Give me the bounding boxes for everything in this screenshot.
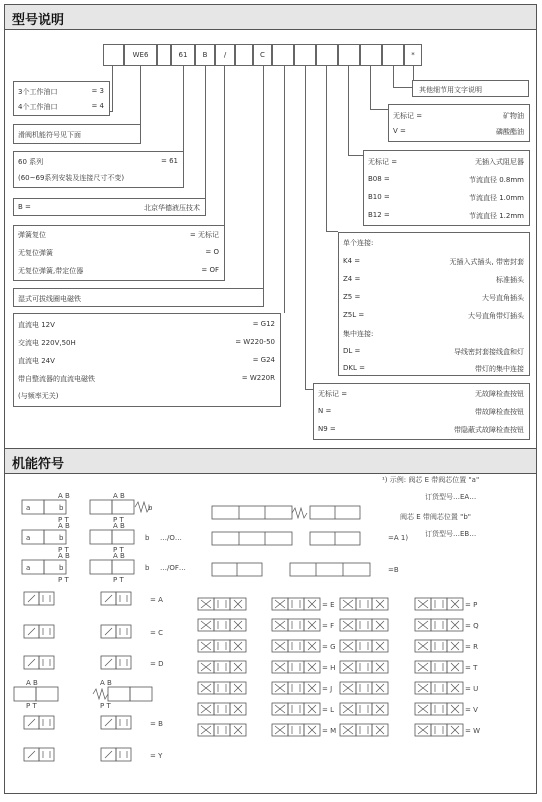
code-e-label: = E xyxy=(322,601,335,609)
damper-label: B08 = xyxy=(368,175,390,183)
a1-label: =A 1) xyxy=(388,534,409,542)
fault-value: 无故障检查按钮 xyxy=(475,390,524,398)
code-b-label: = B xyxy=(150,720,163,728)
port-ab-label: A B xyxy=(113,492,125,500)
port-ab-label: A B xyxy=(58,492,70,500)
code-h-label: = H xyxy=(322,664,336,672)
connection-value: 带灯的集中连接 xyxy=(475,365,524,373)
voltage-label: 带自整流器的直流电磁铁 xyxy=(18,375,95,383)
code-cell-blank xyxy=(157,44,171,66)
b-center-label: =B xyxy=(388,566,399,574)
valve-symbol xyxy=(93,679,152,710)
connection-label: DKL = xyxy=(343,364,365,372)
series-sub: (60~69系列安装及连接尺寸不变) xyxy=(18,174,125,182)
code-cell-star: * xyxy=(404,44,422,66)
pos-a-label: a xyxy=(26,534,31,542)
brand-box xyxy=(13,198,206,216)
symbol-note-box xyxy=(13,124,141,144)
spring-label: 弹簧复位 xyxy=(18,231,46,239)
ports-3-value: = 3 xyxy=(91,87,104,95)
code-cell-blank xyxy=(338,44,360,66)
code-l-label: = L xyxy=(322,706,334,714)
spring-label: 无复位弹簧 xyxy=(18,249,53,257)
code-m-label: = M xyxy=(322,727,337,735)
code-cell-b: B xyxy=(195,44,215,66)
port-ab-label: A B xyxy=(26,679,38,687)
port-ab-label: A B xyxy=(58,522,70,530)
code-a-label: = A xyxy=(150,596,163,604)
brand-value: 北京华德液压技术 xyxy=(144,204,200,212)
connection-central-title: 集中连接: xyxy=(343,330,374,338)
damper-label: B12 = xyxy=(368,211,390,219)
function-section-title: 机能符号 xyxy=(12,457,65,472)
voltage-box xyxy=(13,313,281,407)
port-pt-label: P T xyxy=(113,516,124,524)
code-cell-slash: / xyxy=(215,44,235,66)
code-r-label: = R xyxy=(465,643,478,651)
code-v-label: = V xyxy=(465,706,478,714)
code-q-label: = Q xyxy=(465,622,479,630)
code-cell-c: C xyxy=(253,44,272,66)
damper-value: 节流直径 1.2mm xyxy=(469,212,524,220)
code-cell-blank xyxy=(360,44,382,66)
valve-symbol xyxy=(14,679,58,710)
damper-label: B10 = xyxy=(368,193,390,201)
voltage-value: = G12 xyxy=(252,320,275,328)
damper-box xyxy=(363,150,530,226)
code-y-label: = Y xyxy=(150,752,163,760)
connection-box xyxy=(338,232,530,376)
pos-b-label: b xyxy=(148,504,153,512)
code-cell-we6: WE6 xyxy=(124,44,157,66)
port-pt-label: P T xyxy=(58,546,69,554)
port-pt-label: P T xyxy=(58,516,69,524)
ports-box xyxy=(13,81,110,116)
connection-single-title: 单个连接: xyxy=(343,239,374,247)
pos-b-label: b xyxy=(145,534,150,542)
example-note-line2: 订货型号…EA… xyxy=(425,493,477,501)
spring-value: = OF xyxy=(201,266,219,274)
code-f-label: = F xyxy=(322,622,335,630)
voltage-value: = W220R xyxy=(241,374,275,382)
code-cell-blank xyxy=(316,44,338,66)
fault-label: N9 = xyxy=(318,425,336,433)
code-cell-blank xyxy=(103,44,124,66)
voltage-label: 交流电 220V,50H xyxy=(18,339,76,347)
port-ab-label: A B xyxy=(100,679,112,687)
dots-of-label: …/OF… xyxy=(160,564,186,572)
valve-symbol xyxy=(90,492,153,524)
voltage-label: 直流电 24V xyxy=(18,357,55,365)
port-pt-label: P T xyxy=(26,702,37,710)
damper-value: 节流直径 0.8mm xyxy=(469,176,524,184)
seal-box xyxy=(388,104,530,142)
other-text: 其他细节用文字说明 xyxy=(419,86,482,94)
function-symbols-diagram xyxy=(0,472,542,802)
code-cell-series: 61 xyxy=(171,44,195,66)
port-ab-label: A B xyxy=(113,522,125,530)
solenoid-type-box xyxy=(13,288,264,307)
connection-label: DL = xyxy=(343,347,361,355)
voltage-sub: (与频率无关) xyxy=(18,392,59,400)
code-t-label: = T xyxy=(465,664,478,672)
code-cell-blank xyxy=(382,44,404,66)
port-pt-label: P T xyxy=(58,576,69,584)
connection-value: 大号直角插头 xyxy=(482,294,524,302)
connection-value: 标准插头 xyxy=(496,276,524,284)
valve-symbol xyxy=(90,552,186,584)
series-label: 60 系列 xyxy=(18,158,44,166)
pos-b-label: b xyxy=(59,564,64,572)
valve-symbol xyxy=(212,506,360,519)
spring-box xyxy=(13,225,225,281)
example-note-line3: 阀芯 E 带阀芯位置 "b" xyxy=(400,513,471,521)
valve-symbol xyxy=(22,552,70,584)
code-c-label: = C xyxy=(150,629,163,637)
seal-label: V = xyxy=(393,127,406,135)
port-ab-label: A B xyxy=(113,552,125,560)
series-value: = 61 xyxy=(161,157,178,165)
code-cell-blank xyxy=(272,44,294,66)
seal-label: 无标记 = xyxy=(393,112,423,120)
spring-value: = O xyxy=(205,248,219,256)
valve-symbol xyxy=(212,532,360,545)
port-pt-label: P T xyxy=(100,702,111,710)
function-section-header xyxy=(5,448,536,474)
model-section-header xyxy=(5,5,536,30)
example-note-line1: ¹) 示例: 阀芯 E 带阀芯位置 "a" xyxy=(382,476,480,484)
code-cell-blank xyxy=(294,44,316,66)
ports-4-value: = 4 xyxy=(91,102,104,110)
connection-value: 无插入式插头, 带密封套 xyxy=(449,258,524,266)
connection-label: Z5 = xyxy=(343,293,361,301)
example-note-line4: 订货型号…EB… xyxy=(425,530,477,538)
series-box xyxy=(13,151,184,188)
voltage-label: 直流电 12V xyxy=(18,321,55,329)
valve-symbol xyxy=(212,563,370,576)
connection-value: 大号直角带灯插头 xyxy=(468,312,524,320)
fault-label: 无标记 = xyxy=(318,390,348,398)
fault-label: N = xyxy=(318,407,332,415)
model-section-title: 型号说明 xyxy=(12,13,65,28)
symbol-note-text: 滑阀机能符号见下面 xyxy=(18,131,81,139)
seal-value: 矿物油 xyxy=(503,112,524,120)
solenoid-type-text: 湿式可拔线圈电磁铁 xyxy=(18,295,81,303)
connection-label: K4 = xyxy=(343,257,361,265)
connection-label: Z4 = xyxy=(343,275,361,283)
ports-3-label: 3个工作油口 xyxy=(18,88,58,96)
port-ab-label: A B xyxy=(58,552,70,560)
pos-b-label: b xyxy=(59,534,64,542)
damper-value: 节流直径 1.0mm xyxy=(469,194,524,202)
dots-o-label: …/O… xyxy=(160,534,182,542)
valve-symbol xyxy=(22,522,70,554)
damper-label: 无标记 = xyxy=(368,158,398,166)
pos-b-label: b xyxy=(145,564,150,572)
port-pt-label: P T xyxy=(113,576,124,584)
connection-label: Z5L = xyxy=(343,311,365,319)
code-cell-blank xyxy=(235,44,253,66)
fault-value: 带故障检查按钮 xyxy=(475,408,524,416)
pos-a-label: a xyxy=(26,504,31,512)
spring-label: 无复位弹簧,带定位器 xyxy=(18,267,84,275)
code-p-label: = P xyxy=(465,601,478,609)
pos-a-label: a xyxy=(26,564,31,572)
brand-label: B = xyxy=(18,203,31,211)
connection-value: 导线密封套接线盒和灯 xyxy=(454,348,524,356)
other-box xyxy=(412,80,529,97)
valve-symbol xyxy=(90,522,182,554)
port-pt-label: P T xyxy=(113,546,124,554)
code-g-label: = G xyxy=(322,643,336,651)
voltage-value: = G24 xyxy=(252,356,275,364)
damper-value: 无插入式阻尼器 xyxy=(475,158,524,166)
pos-b-label: b xyxy=(59,504,64,512)
spring-value: = 无标记 xyxy=(189,231,219,239)
code-j-label: = J xyxy=(322,685,333,693)
ports-4-label: 4个工作油口 xyxy=(18,103,58,111)
seal-value: 磷酸酯油 xyxy=(496,128,524,136)
fault-box xyxy=(313,383,530,440)
voltage-value: = W220-50 xyxy=(235,338,275,346)
code-u-label: = U xyxy=(465,685,479,693)
code-d-label: = D xyxy=(150,660,164,668)
code-w-label: = W xyxy=(465,727,481,735)
valve-symbol xyxy=(22,492,70,524)
fault-value: 带隐蔽式故障检查按钮 xyxy=(454,426,524,434)
